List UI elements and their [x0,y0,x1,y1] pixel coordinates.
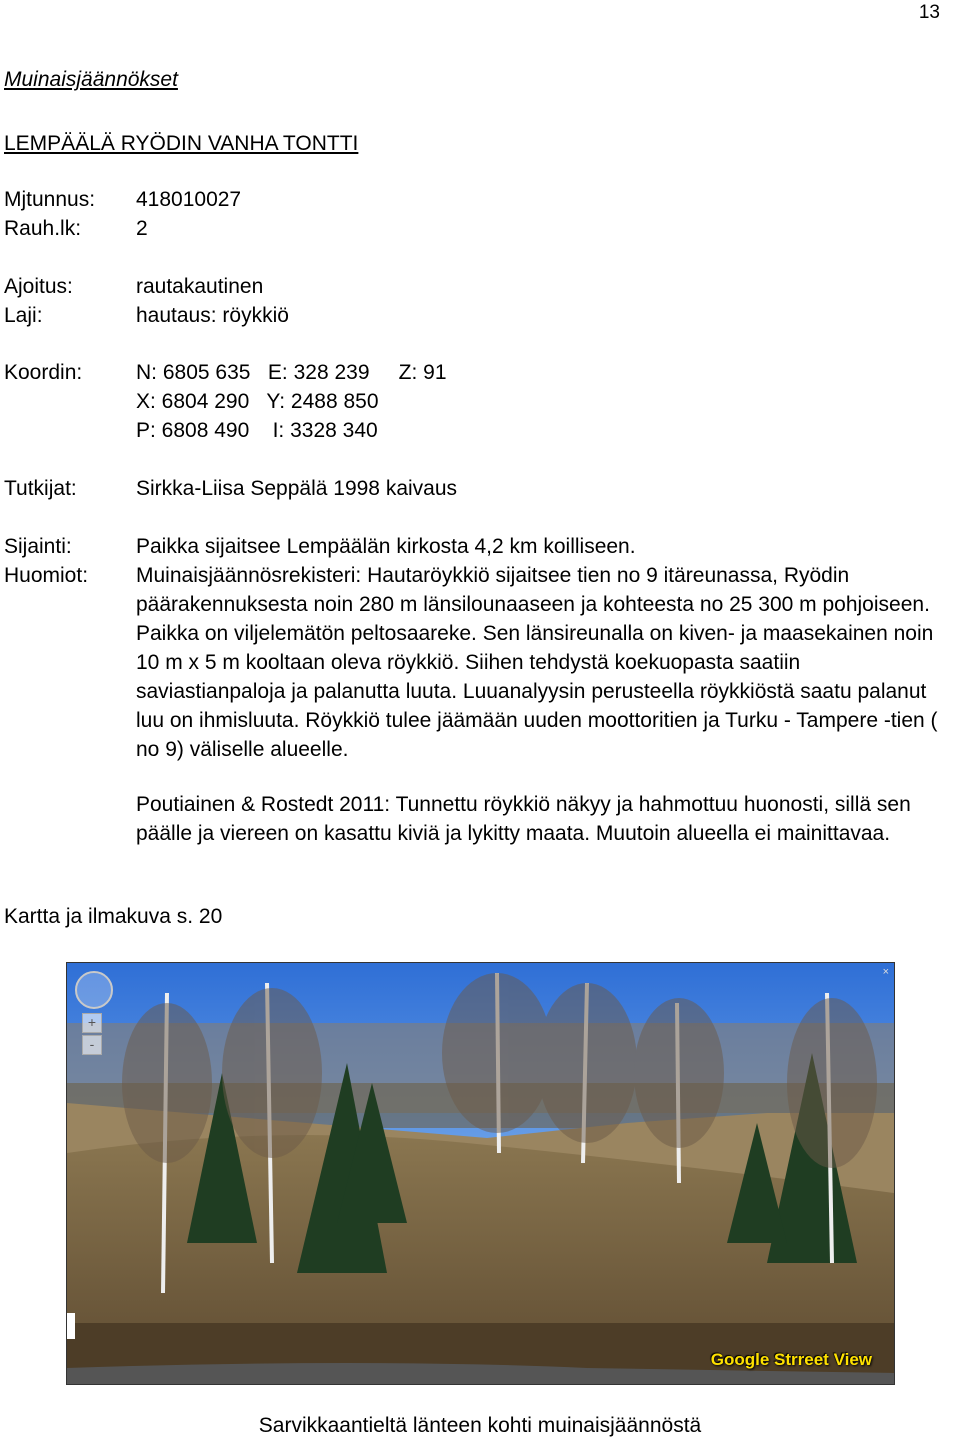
map-reference: Kartta ja ilmakuva s. 20 [4,905,223,928]
zoom-out-button[interactable]: - [82,1035,102,1055]
site-name: LEMPÄÄLÄ RYÖDIN VANHA TONTTI [4,132,359,155]
field-value: 418010027 [136,188,242,211]
page-number: 13 [918,2,940,23]
registry-text: Muinaisjäännösrekisteri: Hautaröykkiö sijaitsee tien no 9 itäreunassa, Ryödin päärakennuksesta noin 280 m länsilounaaseen ja kohteesta no 25 300 m pohjoiseen. Paikka on viljelemätön peltosaareke. Sen länsireunalla on kiven- ja maasekainen noin 10 m x 5 m kooltaan oleva röykkiö. Siihen tehdystä koekuopasta saatiin saviastianpaloja ja palanutta luuta. Luuanalyysin perusteella röykkiöstä saatu palanut luu on ihmisluuta. Röykkiö tulee jäämään uuden moottoritien ja Turku - Tampere -tien ( no 9) väliselle alueelle. [136,564,938,761]
field-label: Mjtunnus: [4,188,96,211]
close-icon[interactable]: × [882,966,889,978]
photo-caption: Sarvikkaantieltä länteen kohti muinaisjäännöstä [258,1414,702,1437]
field-label: Ajoitus: [4,275,73,298]
description [136,532,951,764]
field-value: 2 [136,217,148,240]
survey-note [136,790,951,848]
notes-label: Huomiot: [4,564,89,587]
section-heading: Muinaisjäännökset [4,68,178,91]
location-notes-labels [4,532,88,590]
zoom-in-button[interactable]: + [82,1013,102,1033]
survey-note-text: Poutiainen & Rostedt 2011: Tunnettu röykkiö näkyy ja hahmottuu huonosti, sillä sen päälle ja viereen on kasattu kiviä ja lykitty maata. Muutoin alueella ei mainittavaa. [136,793,911,845]
location-label: Sijainti: [4,535,72,558]
field-label: Rauh.lk: [4,217,82,240]
landscape-image [67,963,894,1384]
street-view-badge: Google Strreet View [710,1350,872,1369]
field-label: Laji: [4,304,43,327]
location-text: Paikka sijaitsee Lempäälän kirkosta 4,2 km koilliseen. [136,535,636,558]
field-value: hautaus: röykkiö [136,304,289,327]
field-label: Tutkijat: [4,477,77,500]
field-value: P: 6808 490 I: 3328 340 [136,419,378,442]
field-value: rautakautinen [136,275,264,298]
street-view-photo [66,962,895,1385]
field-label: Koordin: [4,361,83,384]
field-value: N: 6805 635 E: 328 239 Z: 91 [136,361,447,384]
field-value: X: 6804 290 Y: 2488 850 [136,390,379,413]
pan-control-icon[interactable] [75,971,113,1009]
field-value: Sirkka-Liisa Seppälä 1998 kaivaus [136,477,458,500]
